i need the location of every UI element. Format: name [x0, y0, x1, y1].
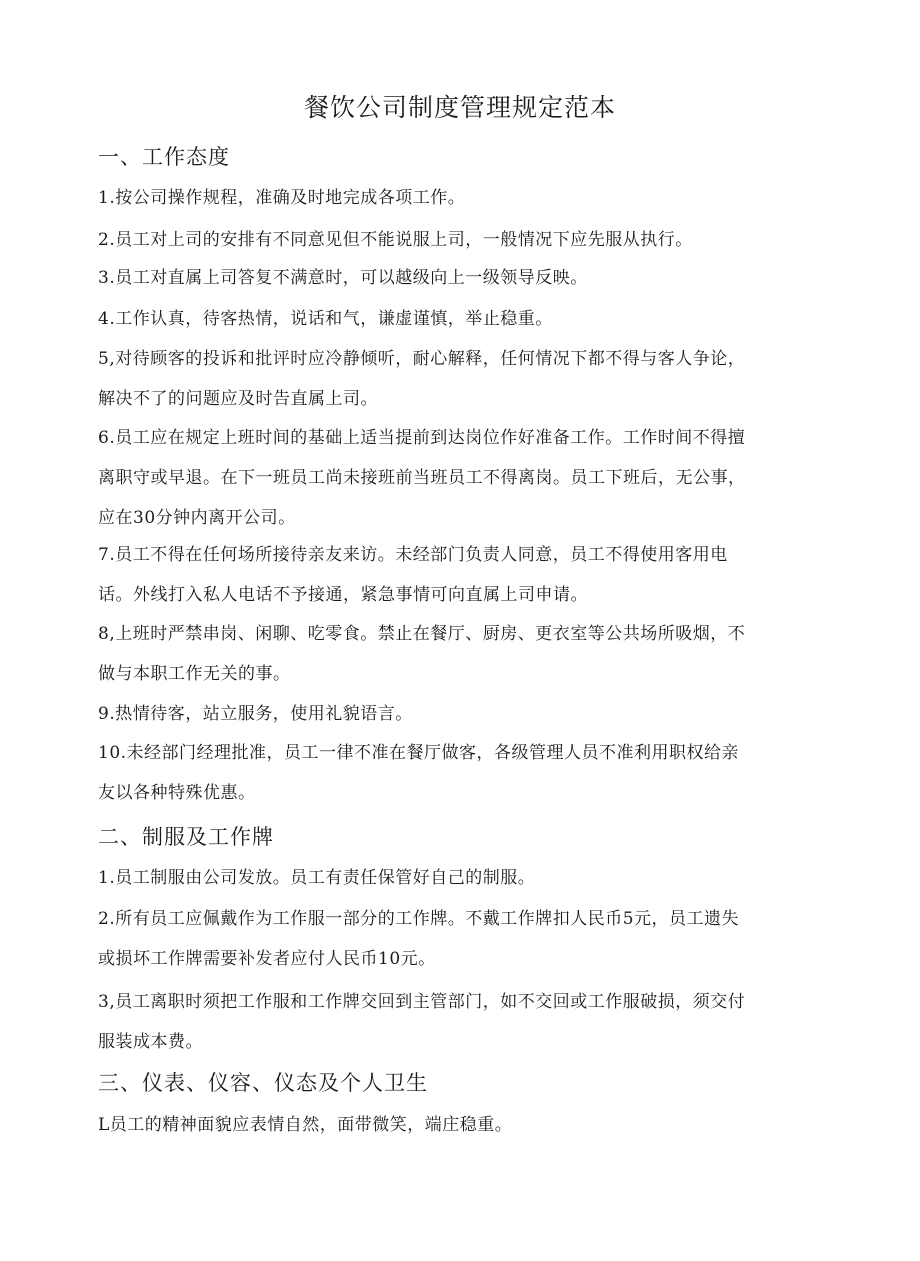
- paragraph-line: 5,对待顾客的投诉和批评时应冷静倾听，耐心解释，任何情况下都不得与客人争论，: [98, 349, 746, 369]
- paragraph: [98, 694, 823, 734]
- paragraph-line: 离职守或早退。在下一班员工尚未接班前当班员工不得离岗。员工下班后，无公事，: [98, 468, 746, 488]
- paragraph-line: 8,上班时严禁串岗、闲聊、吃零食。禁止在餐厅、厨房、更衣室等公共场所吸烟，不: [98, 624, 746, 644]
- paragraph-line: 话。外线打入私人电话不予接通，紧急事情可向直属上司申请。: [98, 585, 588, 605]
- paragraph-line: 解决不了的问题应及时告直属上司。: [98, 389, 378, 409]
- paragraph-line: 应在30分钟内离开公司。: [98, 508, 296, 528]
- paragraph-line: 9.热情待客，站立服务，使用礼貌语言。: [98, 704, 413, 724]
- paragraph: [98, 982, 823, 1062]
- paragraph: [98, 339, 823, 419]
- paragraph-line: 3,员工离职时须把工作服和工作牌交回到主管部门，如不交回或工作服破损，须交付: [98, 992, 746, 1012]
- paragraph-line: 做与本职工作无关的事。: [98, 664, 291, 684]
- paragraph: [98, 178, 823, 218]
- paragraph: [98, 614, 823, 694]
- document-title: 餐饮公司制度管理规定范本: [303, 93, 616, 122]
- paragraph-line: 1.员工制服由公司发放。员工有责任保管好自己的制服。: [98, 868, 536, 888]
- paragraph-line: 2.所有员工应佩戴作为工作服一部分的工作牌。不戴工作牌扣人民币5元，员工遗失: [98, 909, 740, 929]
- paragraph: [98, 1105, 823, 1145]
- paragraph: [98, 899, 823, 979]
- paragraph-line: 4.工作认真，待客热情，说话和气，谦虚谨慎，举止稳重。: [98, 309, 553, 329]
- paragraph-line: 3.员工对直属上司答复不满意时，可以越级向上一级领导反映。: [98, 268, 588, 288]
- paragraph-line: 友以各种特殊优惠。: [98, 783, 256, 803]
- paragraph-line: 2.员工对上司的安排有不同意见但不能说服上司，一般情况下应先服从执行。: [98, 230, 693, 250]
- paragraph: [98, 258, 823, 298]
- paragraph-line: 服装成本费。: [98, 1032, 203, 1052]
- paragraph-line: 或损坏工作牌需要补发者应付人民币10元。: [98, 949, 436, 969]
- paragraph: [98, 418, 823, 538]
- paragraph-line: 10.未经部门经理批准，员工一律不准在餐厅做客，各级管理人员不准利用职权给亲: [98, 743, 740, 763]
- paragraph-line: 7.员工不得在任何场所接待亲友来访。未经部门负责人同意，员工不得使用客用电: [98, 545, 728, 565]
- paragraph-line: 1.按公司操作规程，准确及时地完成各项工作。: [98, 188, 466, 208]
- section-heading-uniform-badge: 二、制服及工作牌: [98, 825, 274, 849]
- section-heading-work-attitude: 一、工作态度: [98, 145, 230, 169]
- paragraph-line: L员工的精神面貌应表情自然，面带微笑，端庄稳重。: [98, 1115, 513, 1135]
- paragraph: [98, 733, 823, 813]
- paragraph-line: 6.员工应在规定上班时间的基础上适当提前到达岗位作好准备工作。工作时间不得擅: [98, 428, 746, 448]
- paragraph: [98, 858, 823, 898]
- paragraph: [98, 220, 823, 260]
- section-heading-appearance-hygiene: 三、仪表、仪容、仪态及个人卫生: [98, 1071, 428, 1095]
- paragraph: [98, 535, 823, 615]
- paragraph: [98, 299, 823, 339]
